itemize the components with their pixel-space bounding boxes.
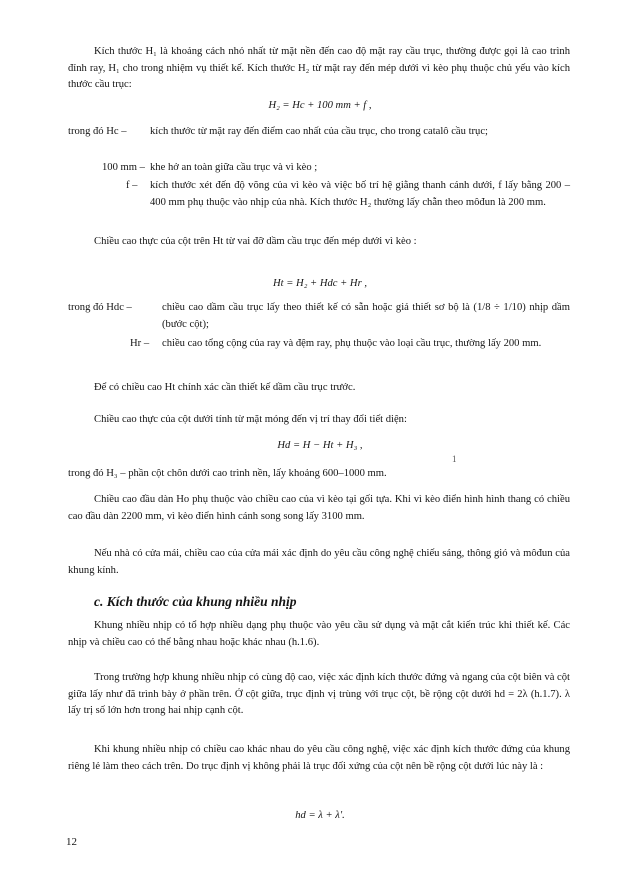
paragraph-roof-window: Nếu nhà có cửa mái, chiều cao của cửa mái xác định do yêu cầu công nghệ chiếu sáng, thông gió và môđun của khung kính. (68, 548, 570, 576)
paragraph-multispan: Khung nhiều nhịp có tổ hợp nhiều dạng phụ thuộc vào yêu cầu sử dụng và mặt cắt kiến trúc khi thiết kế. Các nhịp và chiều cao có thể bằng nhau hoặc khác nhau (h.1.6). (68, 620, 570, 648)
definition-text-hdc: chiều cao dầm cầu trục lấy theo thiết kế có sẵn hoặc giả thiết sơ bộ là (1/8 ÷ 1/10) nhịp dầm (bước cột); (162, 302, 570, 330)
equation-ht: Ht = H₂ + Hdc + Hr , (273, 278, 367, 289)
definition-label-f: f – (126, 180, 138, 191)
page-number: 12 (66, 836, 77, 848)
section-heading: c. Kích thước của khung nhiều nhịp (94, 594, 297, 609)
definition-text-100mm: khe hở an toàn giữa cầu trục và vì kèo ; (150, 162, 318, 173)
paragraph-ht-accuracy: Để có chiều cao Ht chính xác cần thiết kế dầm cầu trục trước. (94, 382, 356, 393)
equation-hd-lambda: hd = λ + λ'. (295, 810, 345, 821)
paragraph-different-height: Khi khung nhiều nhịp có chiều cao khác nhau do yêu cầu công nghệ, việc xác định kích thước đứng của khung riêng lẻ làm theo cách trên. Do trục định vị không phải là trục đối xứng của cột nên bề rộng cột dưới lúc này là : (68, 744, 570, 772)
definition-label-hr: Hr – (130, 338, 150, 349)
paragraph-hd: Chiều cao thực của cột dưới tính từ mặt móng đến vị trí thay đổi tiết diện: (94, 414, 407, 425)
margin-mark: 1 (452, 454, 457, 464)
definition-text-f: kích thước xét đến độ võng của vì kèo và việc bố trí hệ giằng thanh cánh dưới, f lấy bằng 200 – 400 mm phụ thuộc vào nhịp của nhà. Kích thước H₂ thường lấy chẵn theo môđun là 200 mm. (150, 180, 570, 208)
paragraph-ho: Chiều cao đầu dàn Ho phụ thuộc vào chiều cao của vì kèo tại gối tựa. Khi vì kèo điển hình hình thang có chiều cao đầu dàn 2200 mm, vì kèo điển hình cánh song song lấy 3100 mm. (68, 494, 570, 522)
equation-h2: H₂ = Hc + 100 mm + f , (268, 100, 372, 111)
paragraph-h1-h2: Kích thước H₁ là khoảng cách nhỏ nhất từ mặt nền đến cao độ mặt ray cầu trục, thường được gọi là cao trình đỉnh ray, H₁ cho trong nhiệm vụ thiết kế. Kích thước H₂ từ mặt ray đến mép dưới vì kèo phụ thuộc chủ yếu vào kích thước cầu trục: (68, 46, 570, 90)
definition-label-hc: trong đó Hc – (68, 126, 127, 137)
equation-hd: Hd = H − Ht + H₃ , (277, 440, 363, 451)
definition-text-hr: chiều cao tổng cộng của ray và đệm ray, phụ thuộc vào loại cầu trục, thường lấy 200 mm. (162, 338, 542, 349)
definition-label-100mm: 100 mm – (102, 162, 145, 173)
definition-text-hc: kích thước từ mặt ray đến điểm cao nhất của cầu trục, cho trong catalô cầu trục; (150, 126, 488, 137)
paragraph-same-height: Trong trường hợp khung nhiều nhịp có cùng độ cao, việc xác định kích thước đứng và ngang của cột biên và cột giữa lấy như đã trình bày ở phần trên. Ở cột giữa, trục định vị trùng với trục cột, bề rộng cột dưới hd = 2λ (h.1.7). λ lấy trị số lớn hơn trong hai nhịp cạnh cột. (68, 672, 570, 716)
paragraph-ht: Chiều cao thực của cột trên Ht từ vai đỡ dầm cầu trục đến mép dưới vì kèo : (94, 236, 417, 247)
definition-h3: trong đó H₃ – phần cột chôn dưới cao trình nền, lấy khoảng 600–1000 mm. (68, 468, 387, 479)
definition-label-hdc: trong đó Hdc – (68, 302, 132, 313)
